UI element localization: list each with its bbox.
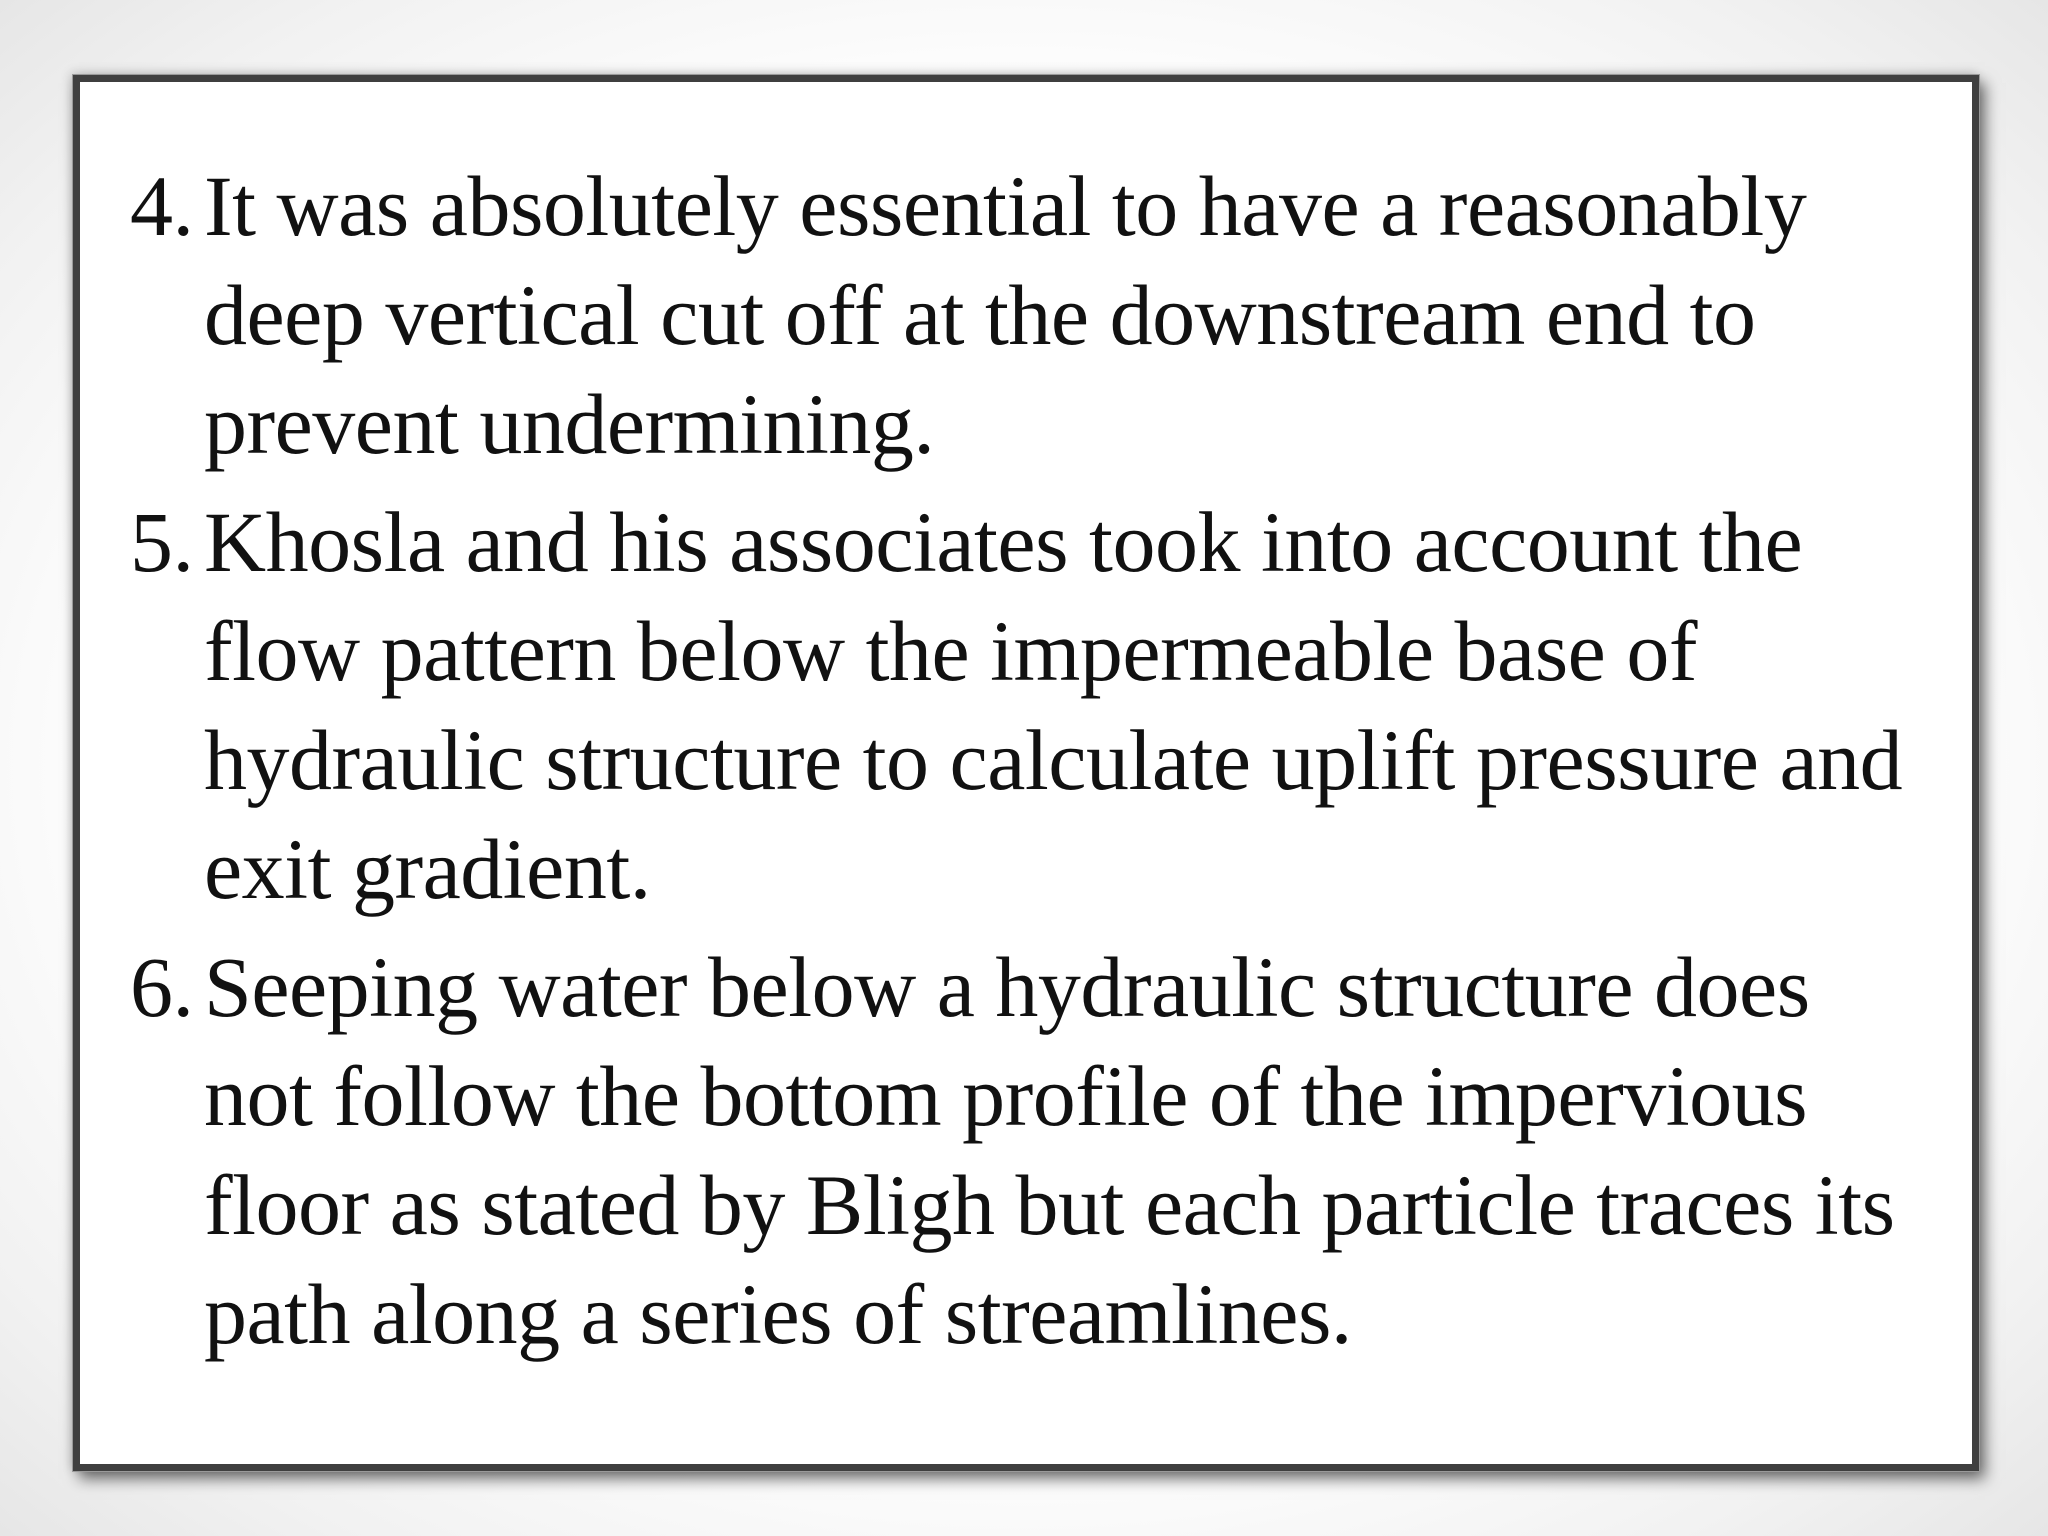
list-item-4 [130,152,1930,479]
list-item-number: 6. [130,939,194,1035]
list-item-5 [130,488,1930,924]
list-item-text: It was absolutely essential to have a reasonably deep vertical cut off at the downstream end to prevent undermining. [204,158,1807,472]
list-item-6 [130,933,1930,1369]
slide-frame [73,75,1979,1471]
list-item-number: 4. [130,158,194,254]
list-item-text: Seeping water below a hydraulic structure does not follow the bottom profile of the impervious floor as stated by Bligh but each particle traces its path along a series of streamlines. [204,939,1895,1362]
numbered-list [130,152,1930,1369]
list-item-number: 5. [130,494,194,590]
list-item-text: Khosla and his associates took into account the flow pattern below the impermeable base of hydraulic structure to calculate uplift pressure and exit gradient. [204,494,1903,917]
